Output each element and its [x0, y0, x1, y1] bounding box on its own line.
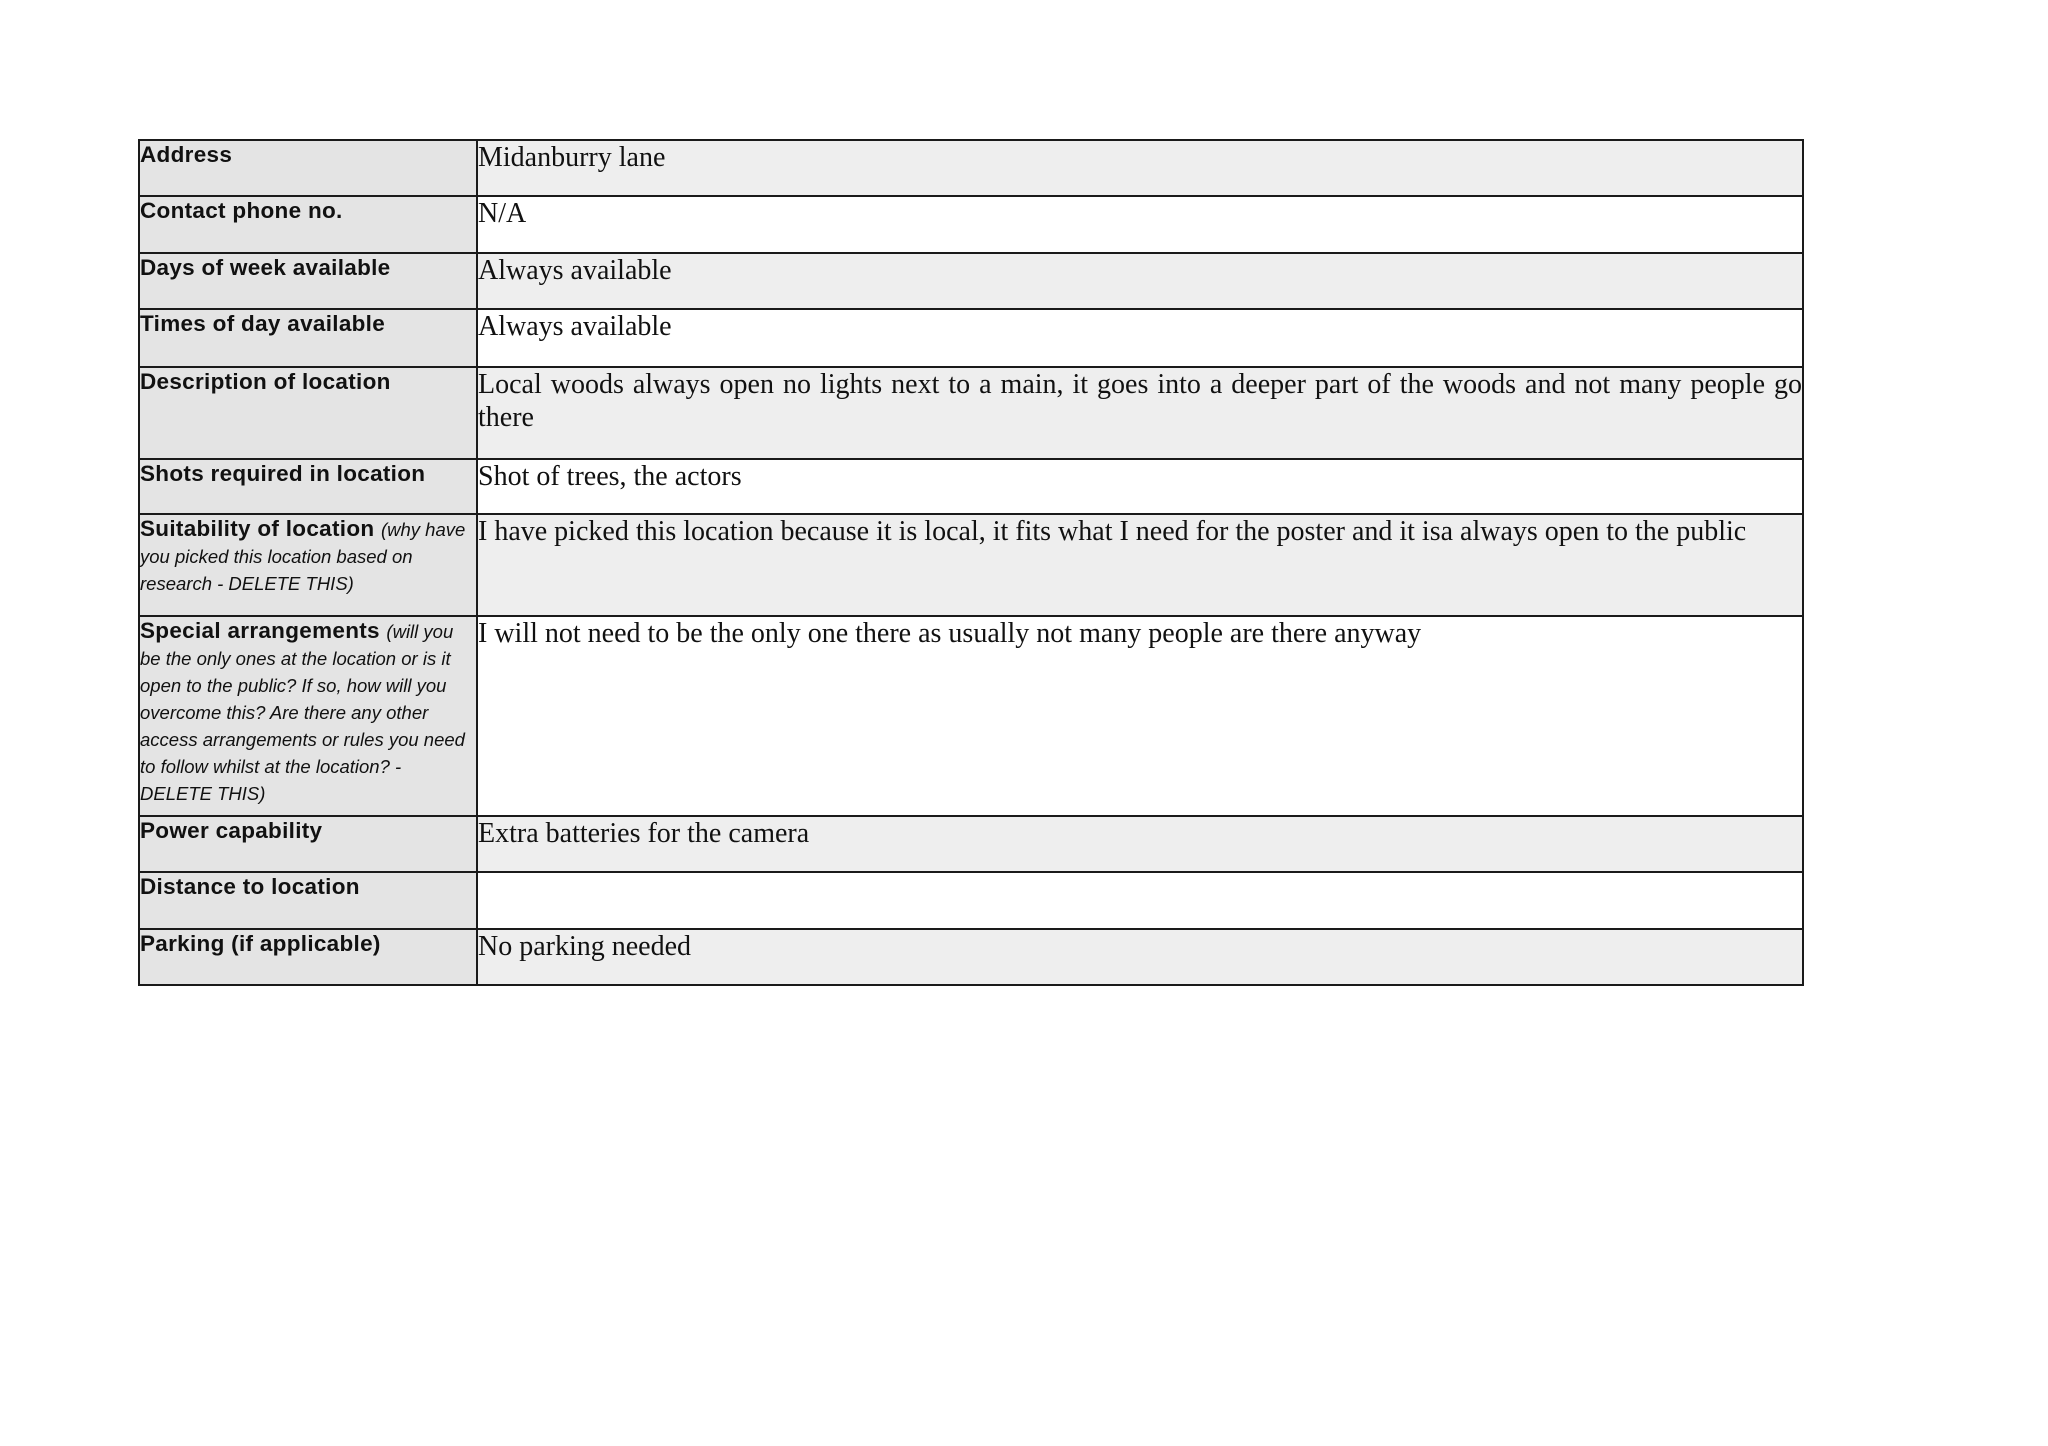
table-row-contact-phone: [139, 196, 1803, 253]
table-row-times-available: [139, 309, 1803, 367]
table-row-suitability: [139, 514, 1803, 616]
row-label: Times of day available: [139, 309, 477, 367]
table-row-days-available: [139, 253, 1803, 309]
row-label: Description of location: [139, 367, 477, 459]
row-hint: (why have you picked this location based on research - DELETE THIS): [140, 519, 466, 594]
row-label: Contact phone no.: [139, 196, 477, 253]
row-label: Address: [139, 140, 477, 196]
row-value: Always available: [477, 309, 1803, 367]
table-row-address: [139, 140, 1803, 196]
table-row-power: [139, 816, 1803, 872]
table-row-description: [139, 367, 1803, 459]
table-row-special-arrangements: [139, 616, 1803, 816]
row-value: N/A: [477, 196, 1803, 253]
row-value: Always available: [477, 253, 1803, 309]
table-row-distance: [139, 872, 1803, 929]
row-label: Days of week available: [139, 253, 477, 309]
row-label: Distance to location: [139, 872, 477, 929]
row-value: No parking needed: [477, 929, 1803, 985]
location-recce-table: [138, 139, 1804, 986]
row-label-with-hint: [139, 616, 477, 816]
row-value: Midanburry lane: [477, 140, 1803, 196]
row-label-with-hint: [139, 514, 477, 616]
row-label: Parking (if applicable): [139, 929, 477, 985]
row-label: Shots required in location: [139, 459, 477, 514]
row-value: Extra batteries for the camera: [477, 816, 1803, 872]
row-value: I will not need to be the only one there as usually not many people are there anyway: [477, 616, 1803, 816]
table-row-parking: [139, 929, 1803, 985]
row-value: [477, 872, 1803, 929]
row-label: Suitability of location: [140, 516, 375, 541]
row-value: Local woods always open no lights next to a main, it goes into a deeper part of the woods and not many people go there: [477, 367, 1803, 459]
row-label: Power capability: [139, 816, 477, 872]
row-hint: (will you be the only ones at the location or is it open to the public? If so, how will you overcome this? Are there any other access arrangements or rules you need to follow whilst at the location? - DELETE THIS): [140, 621, 465, 804]
row-value: Shot of trees, the actors: [477, 459, 1803, 514]
row-label: Special arrangements: [140, 618, 380, 643]
row-value: I have picked this location because it is local, it fits what I need for the poster and it isa always open to the public: [477, 514, 1803, 616]
table-row-shots-required: [139, 459, 1803, 514]
